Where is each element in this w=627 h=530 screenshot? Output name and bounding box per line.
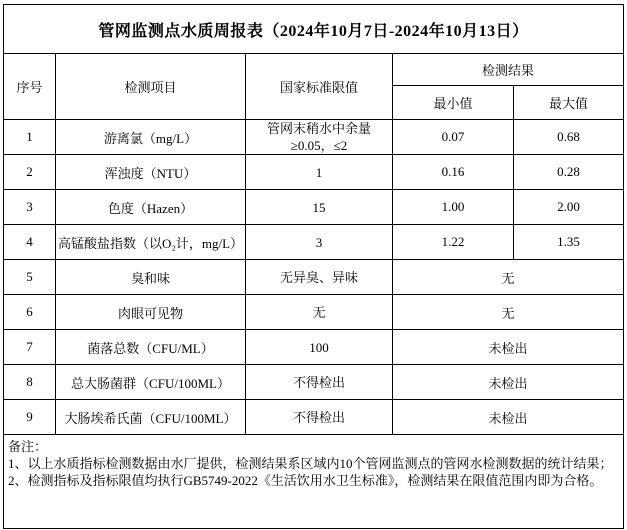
table-row [4, 400, 624, 435]
row-min-value: 0.07 [393, 120, 514, 155]
table-row [4, 365, 624, 400]
row-result-value: 无 [393, 295, 624, 330]
table-row [4, 120, 624, 155]
table-row [4, 330, 624, 365]
row-limit: 1 [246, 155, 393, 190]
row-no: 8 [4, 365, 56, 400]
note-line-2: 2、检测指标及指标限值均执行GB5749-2022《生活饮用水卫生标准》，检测结果在限值范围内即为合格。 [8, 473, 603, 488]
row-limit: 不得检出 [246, 400, 393, 435]
row-item: 高锰酸盐指数（以O₂计，mg/L） [56, 225, 246, 260]
row-max-value: 0.28 [514, 155, 624, 190]
row-item: 总大肠菌群（CFU/100ML） [56, 365, 246, 400]
row-no: 3 [4, 190, 56, 225]
row-min-value: 1.00 [393, 190, 514, 225]
row-item: 肉眼可见物 [56, 295, 246, 330]
row-limit: 无异臭、异味 [246, 260, 393, 295]
row-no: 2 [4, 155, 56, 190]
row-no: 5 [4, 260, 56, 295]
col-header-result: 检测结果 [393, 54, 624, 86]
col-header-limit: 国家标准限值 [246, 54, 393, 120]
row-no: 6 [4, 295, 56, 330]
table-row [4, 260, 624, 295]
row-min-value: 0.16 [393, 155, 514, 190]
row-item: 浑浊度（NTU） [56, 155, 246, 190]
row-limit: 100 [246, 330, 393, 365]
row-max-value: 1.35 [514, 225, 624, 260]
row-item: 菌落总数（CFU/ML） [56, 330, 246, 365]
table-row [4, 295, 624, 330]
row-item: 大肠埃希氏菌（CFU/100ML） [56, 400, 246, 435]
row-no: 4 [4, 225, 56, 260]
col-header-item: 检测项目 [56, 54, 246, 120]
row-no: 1 [4, 120, 56, 155]
page-title: 管网监测点水质周报表（2024年10月7日-2024年10月13日） [4, 5, 624, 54]
row-item: 色度（Hazen） [56, 190, 246, 225]
row-limit: 管网末稍水中余量≥0.05，≤2 [246, 120, 393, 155]
water-quality-table [3, 4, 624, 529]
row-result-value: 未检出 [393, 330, 624, 365]
row-result-value: 未检出 [393, 400, 624, 435]
notes-row [4, 435, 624, 529]
title-row [4, 5, 624, 54]
row-limit: 不得检出 [246, 365, 393, 400]
col-header-min: 最小值 [393, 86, 514, 120]
row-limit: 3 [246, 225, 393, 260]
col-header-no: 序号 [4, 54, 56, 120]
row-limit: 15 [246, 190, 393, 225]
row-limit: 无 [246, 295, 393, 330]
row-no: 9 [4, 400, 56, 435]
table-row [4, 155, 624, 190]
notes-label: 备注： [8, 439, 48, 454]
header-row [4, 54, 624, 86]
row-result-value: 无 [393, 260, 624, 295]
table-row [4, 225, 624, 260]
row-item: 臭和味 [56, 260, 246, 295]
row-no: 7 [4, 330, 56, 365]
table-row [4, 190, 624, 225]
row-max-value: 0.68 [514, 120, 624, 155]
col-header-max: 最大值 [514, 86, 624, 120]
row-max-value: 2.00 [514, 190, 624, 225]
row-item: 游离氯（mg/L） [56, 120, 246, 155]
row-min-value: 1.22 [393, 225, 514, 260]
row-result-value: 未检出 [393, 365, 624, 400]
note-line-1: 1、以上水质指标检测数据由水厂提供，检测结果系区域内10个管网监测点的管网水检测数据的统计结果； [8, 456, 613, 471]
notes-cell [4, 435, 624, 529]
